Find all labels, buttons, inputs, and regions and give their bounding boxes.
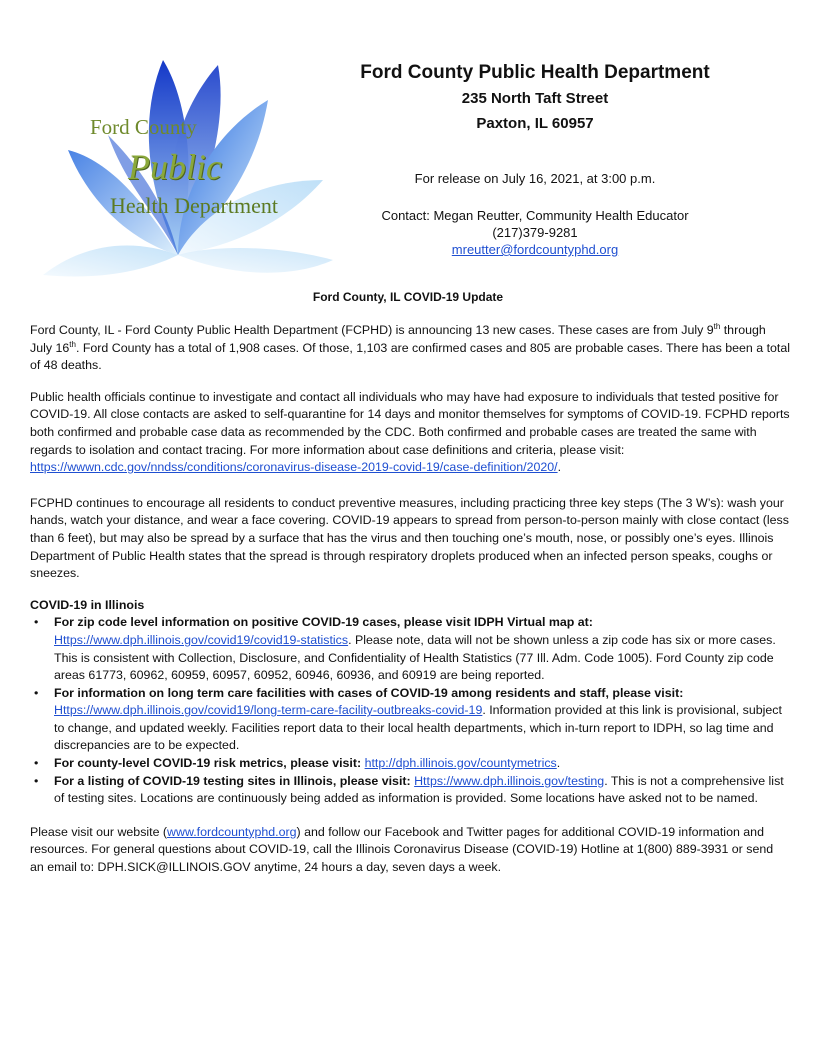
logo-text-health-department: Health Department bbox=[110, 193, 278, 218]
section-title-covid-illinois: COVID-19 in Illinois bbox=[30, 597, 145, 612]
list-item-testing-sites bbox=[30, 773, 790, 808]
subject-heading: Ford County, IL COVID-19 Update bbox=[312, 290, 504, 304]
list-item-long-term-care bbox=[30, 685, 790, 755]
bullet-icon: • bbox=[34, 685, 39, 700]
contact-email-link[interactable]: mreutter@fordcountyphd.org bbox=[451, 242, 619, 257]
long-term-care-link[interactable]: Https://www.dph.illinois.gov/covid19/long-term-care-facility-outbreaks-covid-19 bbox=[54, 703, 483, 718]
bullet-lead: For county-level COVID-19 risk metrics, please visit: bbox=[54, 756, 362, 771]
city-address: Paxton, IL 60957 bbox=[476, 115, 594, 132]
contact-phone: (217)379-9281 bbox=[492, 225, 578, 240]
paragraph-contact-tracing bbox=[30, 389, 790, 477]
list-item-county-metrics bbox=[30, 755, 790, 773]
para2-text: Public health officials continue to investigate and contact all individuals who may have had exposure to individuals that tested positive for COVID-19. All close contacts are asked to self-quarantine for 14 days and monitor themselves for symptoms of COVID-19. FCPHD reports both confirmed and probable case data as recommended by the CDC. Both confirmed and probable cases are treated the same with regards to isolation and contact tracing. For more information about case definitions and criteria, please visit: bbox=[30, 389, 790, 457]
paragraph-case-summary bbox=[30, 322, 790, 375]
paragraph-closing bbox=[30, 824, 790, 877]
para1-text-a: Ford County, IL - Ford County Public Health Department (FCPHD) is announcing 13 new cases. These cases are from July 9 bbox=[30, 323, 714, 337]
bullet-icon: • bbox=[34, 615, 39, 630]
press-release-body bbox=[30, 322, 790, 891]
bullet-text: . bbox=[556, 756, 561, 771]
bullet-text: . This is not a comprehensive list of testing sites. Locations are continuously being added as information is provided. Some locations have asked not to be named. bbox=[54, 773, 784, 806]
bullet-lead: For information on long term care facilities with cases of COVID-19 among residents and staff, please visit: bbox=[54, 685, 684, 700]
zip-code-statistics-link[interactable]: Https://www.dph.illinois.gov/covid19/covid19-statistics bbox=[54, 632, 349, 647]
para1-sup-1: th bbox=[713, 321, 721, 331]
street-address: 235 North Taft Street bbox=[461, 90, 609, 107]
closing-text-b: ) and follow our Facebook and Twitter pages for additional COVID-19 information and resources. For general questions about COVID-19, call the Illinois Coronavirus Disease (COVID-19) Hotline at 1(800) 889-3931 or send an email to: DPH.SICK@ILLINOIS.GOV anytime, 24 hours a day, seven days a week. bbox=[30, 824, 774, 875]
county-metrics-link[interactable]: http://dph.illinois.gov/countymetrics bbox=[364, 756, 557, 771]
bullet-text: . Information provided at this link is provisional, subject to change, and updated weekly. Facilities report data to their local health departments, which in-turn report to IDPH, so lag time and discrepancies are to be expected. bbox=[54, 703, 782, 753]
para1-text-c: . Ford County has a total of 1,908 cases. Of those, 1,103 are confirmed cases and 805 are probable cases. There has been a total of 48 deaths. bbox=[30, 340, 790, 373]
logo bbox=[28, 40, 348, 290]
release-date: For release on July 16, 2021, at 3:00 p.m. bbox=[414, 171, 656, 186]
letterhead bbox=[330, 60, 740, 136]
bullet-text: . Please note, data will not be shown unless a zip code has six or more cases. This is consistent with Collection, Disclosure, and Confidentiality of Health Statistics (77 Ill. Adm. Code 1005). Ford County zip code areas 61773, 60962, 60959, 60957, 60952, 60946, 60936, and 60919 are being reported. bbox=[54, 632, 776, 683]
logo-text-ford-county: Ford County bbox=[90, 115, 197, 139]
organization-name: Ford County Public Health Department bbox=[360, 62, 710, 83]
bullet-icon: • bbox=[34, 756, 39, 771]
bullet-lead: For zip code level information on positive COVID-19 cases, please visit IDPH Virtual map at: bbox=[54, 615, 593, 630]
testing-sites-link[interactable]: Https://www.dph.illinois.gov/testing bbox=[414, 773, 605, 788]
website-link[interactable]: www.fordcountyphd.org bbox=[167, 824, 297, 839]
bullet-icon: • bbox=[34, 773, 39, 788]
contact-name: Contact: Megan Reutter, Community Health Educator bbox=[381, 208, 689, 223]
paragraph-prevention: FCPHD continues to encourage all residents to conduct preventive measures, including practicing three key steps (The 3 W’s): wash your hands, watch your distance, and wear a face covering. COVID-19 appears to spread from person-to-person mainly with close contact (less than 6 feet), but may also be spread by a surface that has the virus and then touching one’s mouth, nose, or possibly one’s eyes. Illinois Department of Public Health states that the spread is through respiratory droplets produced when an infected person speaks, coughs or sneezes. bbox=[30, 495, 789, 581]
list-item-zip-code bbox=[30, 614, 790, 684]
contact-block bbox=[340, 207, 730, 258]
para1-text-b: through July 16 bbox=[30, 323, 766, 355]
bullet-lead: For a listing of COVID-19 testing sites in Illinois, please visit: bbox=[54, 773, 411, 788]
para1-sup-2: th bbox=[69, 339, 76, 349]
para2-end: . bbox=[557, 460, 562, 475]
cdc-case-definition-link[interactable]: https://wwwn.cdc.gov/nndss/conditions/coronavirus-disease-2019-covid-19/case-definition/2020/ bbox=[30, 460, 558, 475]
logo-text-public: Public bbox=[128, 147, 222, 187]
resource-list bbox=[30, 614, 790, 808]
closing-text-a: Please visit our website ( bbox=[30, 824, 168, 839]
